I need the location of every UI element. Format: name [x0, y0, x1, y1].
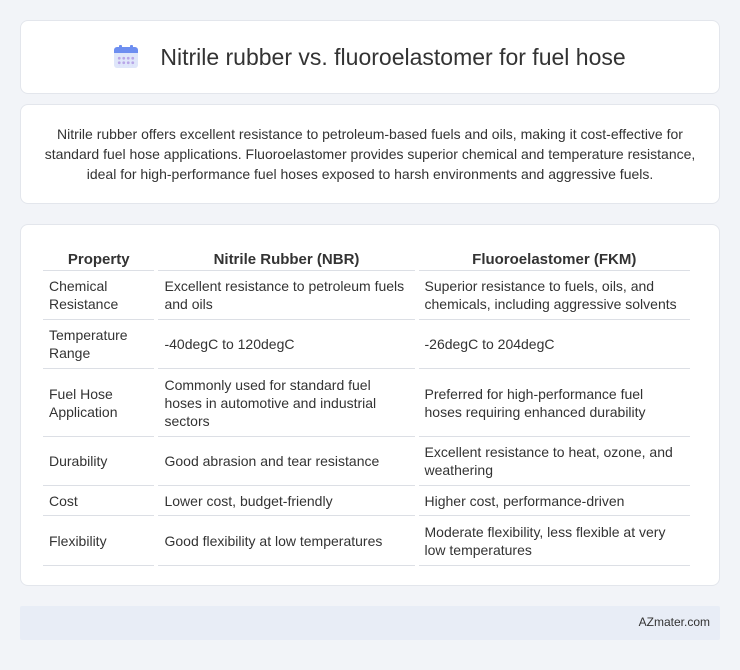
- table-cell-nbr: Good flexibility at low temperatures: [158, 516, 414, 566]
- table-cell-property: Flexibility: [43, 516, 154, 566]
- table-cell-property: Cost: [43, 486, 154, 516]
- table-cell-fkm: Moderate flexibility, less flexible at very low temperatures: [419, 516, 691, 566]
- column-header-fkm: Fluoroelastomer (FKM): [419, 245, 691, 271]
- column-header-nbr: Nitrile Rubber (NBR): [158, 245, 414, 271]
- table-row: [43, 516, 690, 566]
- table-cell-nbr: Excellent resistance to petroleum fuels and oils: [158, 271, 414, 320]
- table-row: [43, 271, 690, 320]
- table-header-row: [43, 245, 690, 271]
- table-card: [20, 224, 720, 586]
- table-cell-fkm: Preferred for high-performance fuel hoses requiring enhanced durability: [419, 369, 691, 437]
- table-cell-fkm: Excellent resistance to heat, ozone, and weathering: [419, 437, 691, 486]
- intro-card: [20, 104, 720, 204]
- comparison-table: [39, 245, 694, 566]
- table-cell-fkm: Higher cost, performance-driven: [419, 486, 691, 516]
- footer-bar: [20, 606, 720, 640]
- table-cell-property: Fuel Hose Application: [43, 369, 154, 437]
- table-cell-nbr: -40degC to 120degC: [158, 320, 414, 369]
- table-cell-nbr: Commonly used for standard fuel hoses in automotive and industrial sectors: [158, 369, 414, 437]
- table-row: [43, 486, 690, 516]
- column-header-property: Property: [43, 245, 154, 271]
- table-cell-fkm: -26degC to 204degC: [419, 320, 691, 369]
- table-cell-property: Durability: [43, 437, 154, 486]
- page-title: Nitrile rubber vs. fluoroelastomer for fuel hose: [160, 43, 626, 70]
- table-row: [43, 369, 690, 437]
- table-row: [43, 320, 690, 369]
- table-cell-nbr: Good abrasion and tear resistance: [158, 437, 414, 486]
- footer-brand: AZmater.com: [638, 615, 710, 629]
- table-cell-property: Temperature Range: [43, 320, 154, 369]
- table-cell-nbr: Lower cost, budget-friendly: [158, 486, 414, 516]
- table-cell-property: Chemical Resistance: [43, 271, 154, 320]
- title-card: [20, 20, 720, 94]
- table-cell-fkm: Superior resistance to fuels, oils, and chemicals, including aggressive solvents: [419, 271, 691, 320]
- calendar-icon: [114, 45, 138, 69]
- intro-text: Nitrile rubber offers excellent resistance to petroleum-based fuels and oils, making it cost-effective for standard fuel hose applications. Fluoroelastomer provides superior chemical and temperature resistance, ideal for high-performance fuel hoses exposed to harsh environments and aggressive fuels.: [44, 126, 696, 182]
- table-row: [43, 437, 690, 486]
